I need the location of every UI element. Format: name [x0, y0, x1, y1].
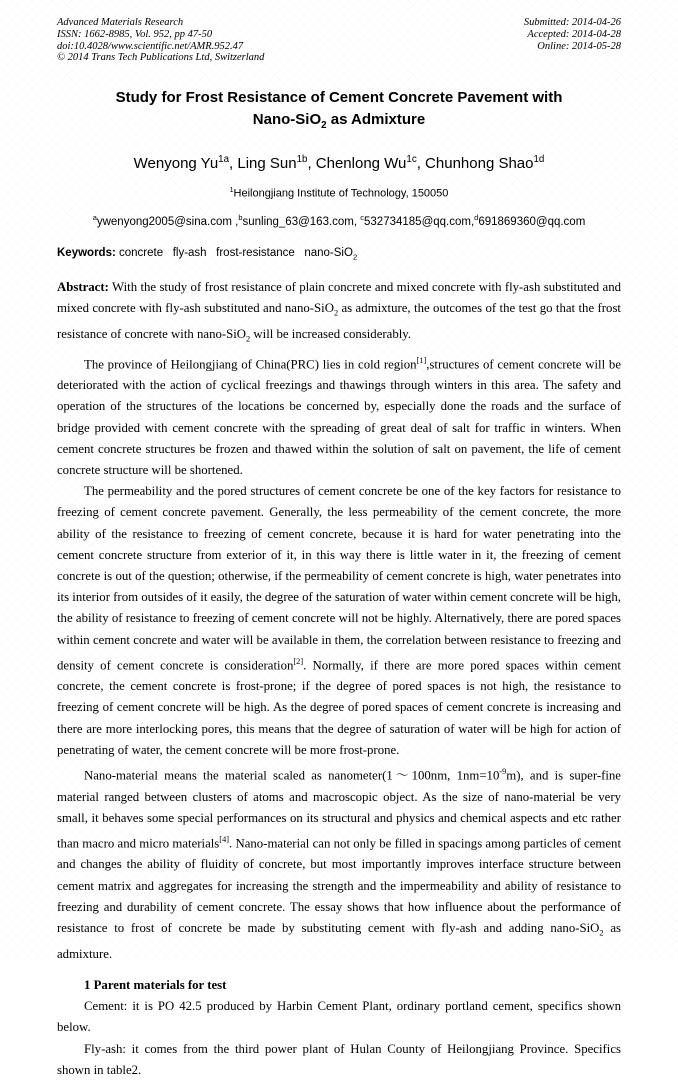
paper-title-line2: Nano-SiO$_2$ as Admixture: [252, 111, 426, 132]
keywords-list: concrete fly-ash frost-resistance nano-SiO$_2$: [119, 246, 358, 261]
paper-title: [57, 87, 621, 137]
authors-line: Wenyong $Yu^{1a}$, Ling Sun$^{1b}$, Chenlong $Wu^{1c}$, Chunhong Shao$^{1d}$: [133, 154, 545, 173]
keywords-line: [57, 246, 621, 264]
paragraph-nano-material: Nano-material means the material scaled as nanometer(1～100nm, $1nm=10^{-9}m$), and is super-fine material ranged between clusters of atoms and macroscopic object. As the size of nano-material be very small, it behaves some special performances on its structural and physics and chemical aspects and etc rather than macro and micro materials[4]. Nano-material can not only be filled in spacings among particles of cement and changes the ability of fluidity of concrete, but most importantly improves interface structure between cement matrix and aggregates for increasing the strength and the impermeability and ability of resistance to freezing and durability of cement concrete. The essay shows that how influence about the performance of resistance to frost of concrete be made by substituting cement with fly-ash and adding nano-SiO$_2$ as admixture.: [57, 767, 622, 961]
journal-issn: ISSN: 1662-8985, Vol. 952, pp 47-50: [57, 28, 213, 40]
paragraph-fly-ash: Fly-ash: it comes from the third power plant of Hulan County of Heilongjiang Province. Specifics shown in table2.: [57, 1041, 621, 1077]
abstract-text: With the study of frost resistance of plain concrete and mixed concrete with fly-ash substituted and mixed concrete with fly-ash substituted and nano-SiO$_2$ as admixture, the outcomes of the test go that the frost resistance of concrete with nano-SiO$_2$ will be increased considerably.: [57, 279, 622, 344]
keywords-label: Keywords:: [57, 246, 116, 259]
abstract: [57, 277, 621, 350]
submission-dates: [524, 17, 621, 64]
online-date: Online: 2014-05-28: [537, 40, 621, 52]
journal-doi: doi:10.4028/www.scientific.net/AMR.952.47: [57, 40, 244, 52]
paragraph-intro-region: The province of Heilongjiang of China(PRC) lies in cold region[1],structures of cement concrete will be deteriorated with the action of cyclical freezings and thawings through winters in this area. The safety and operation of the structures of the locations be concerned by, especially done the roads and the surface of bridge provided with cement concrete with the spreading of great deal of salt for traffic in winters. When cement concrete structures be frozen and thawed within the solution of salt on pavement, the life of cement concrete structure will be shortened.: [57, 355, 621, 477]
author-emails: $^a$ywenyong2005@sina.com ,$^b$sunling_63@163.com, $^c$532734185@qq.com,$^d$691869360@qq.com: [92, 212, 586, 228]
journal-info: [57, 17, 264, 64]
affiliation-line: $^1$Heilongjiang Institute of Technology, 150050: [229, 186, 449, 200]
journal-name: Advanced Materials Research: [57, 17, 184, 28]
abstract-label: Abstract:: [57, 279, 109, 294]
section-heading-parent-materials: 1 Parent materials for test: [84, 977, 227, 992]
submitted-date: Submitted: 2014-04-26: [523, 17, 621, 28]
body-text: [57, 350, 621, 1081]
journal-header: [57, 17, 621, 64]
paragraph-cement: Cement: it is PO 42.5 produced by Harbin Cement Plant, ordinary portland cement, specifics shown below.: [57, 999, 621, 1035]
paragraph-permeability: The permeability and the pored structures of cement concrete be one of the key factors for resistance to freezing of cement concrete pavement. Generally, the less permeability of the cement concrete, the more ability of the resistance to freezing of cement concrete, because it is hard for water penetrating into the cement concrete structure from exterior of it, in this way there is little water in it, the freezing of cement concrete is out of the question; otherwise, if the permeability of cement concrete is high, water penetrates into its interior from outsides of it easily, the degree of the saturation of water within cement concrete will be high, the ability of resistance to freezing of cement concrete will not be highly. Alternatively, there are pored spaces within cement concrete and water will be available in them, the correlation between resistance to freezing and density of cement concrete is consideration[2]. Normally, if there are more pored spaces within cement concrete, the cement concrete is frost-prone; if the degree of pored spaces is not high, the resistance to freezing of cement concrete will be high. As the degree of pored spaces of cement concrete is increasing and there are more interlocking pores, this means that the degree of saturation of water will be high for action of penetrating of water, the cement concrete will be more frost-prone.: [57, 484, 621, 757]
journal-copyright: © 2014 Trans Tech Publications Ltd, Switzerland: [57, 52, 265, 64]
accepted-date: Accepted: 2014-04-28: [527, 28, 621, 40]
paper-title-line1: Study for Frost Resistance of Cement Concrete Pavement with: [115, 89, 563, 107]
